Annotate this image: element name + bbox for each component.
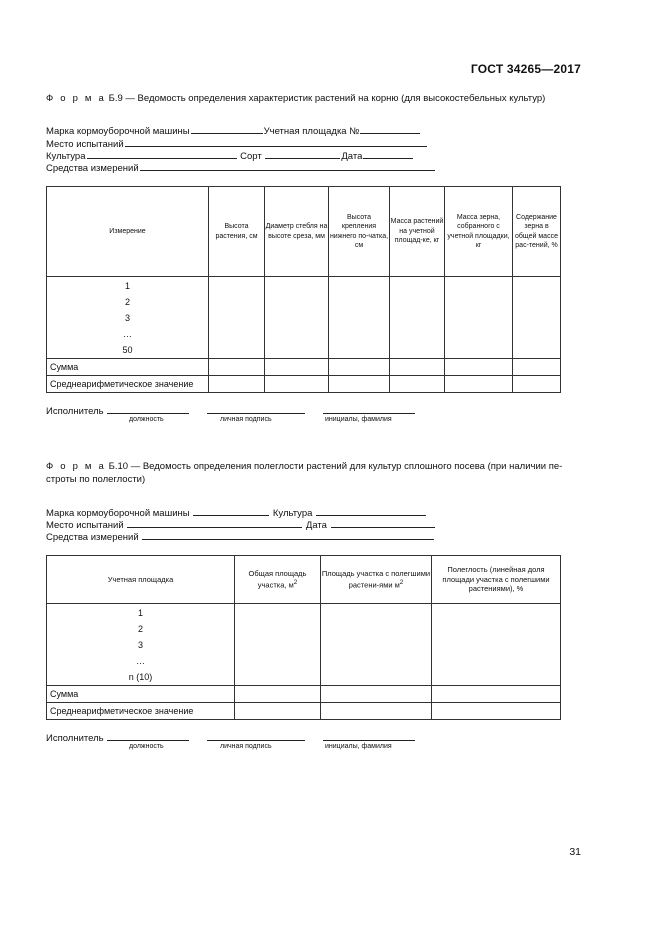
row-number: 1 xyxy=(124,281,130,291)
cell[interactable] xyxy=(329,359,390,376)
machine-label: Марка кормоуборочной машины xyxy=(46,508,190,519)
variety-field[interactable] xyxy=(265,149,340,159)
means-field[interactable] xyxy=(140,161,435,171)
cell[interactable] xyxy=(321,604,432,686)
col-header: Масса растений на учетной площад-ке, кг xyxy=(390,187,445,277)
sum-row xyxy=(47,359,561,376)
crop-label: Культура xyxy=(46,151,86,162)
cell[interactable] xyxy=(513,277,561,359)
cell[interactable] xyxy=(265,359,329,376)
date-field[interactable] xyxy=(331,518,435,528)
cell[interactable] xyxy=(329,376,390,393)
row-number: 2 xyxy=(137,624,143,634)
position-caption: должность xyxy=(129,743,164,750)
cell[interactable] xyxy=(445,277,513,359)
row-number: 2 xyxy=(124,297,130,307)
sum-label: Сумма xyxy=(47,359,209,376)
machine-plot-line xyxy=(46,124,421,137)
cell[interactable] xyxy=(265,277,329,359)
cell[interactable] xyxy=(432,604,561,686)
form-b9-title xyxy=(46,92,545,105)
means-label: Средства измерений xyxy=(46,532,139,543)
col-header-text: Общая площадь участка, м xyxy=(248,568,307,590)
means-line xyxy=(46,530,435,543)
col-header xyxy=(321,556,432,604)
executor-label: Исполнитель xyxy=(46,406,104,417)
cell[interactable] xyxy=(235,604,321,686)
sum-row xyxy=(47,686,561,703)
form-b10-title-text: Б.10 — Ведомость определения полеглости растений для культур сплошного посева (при наличии пе- xyxy=(105,461,563,472)
cell[interactable] xyxy=(513,376,561,393)
means-field[interactable] xyxy=(142,530,434,540)
signature-field[interactable] xyxy=(207,731,305,741)
form-b9-title-text: Б.9 — Ведомость определения характеристик растений на корню (для высокостебельных культур) xyxy=(105,93,546,104)
mean-row xyxy=(47,703,561,720)
col-header: Диаметр стебля на высоте среза, мм xyxy=(265,187,329,277)
table-row xyxy=(47,604,561,686)
form-b10-title-line2: строты по полеглости) xyxy=(46,474,146,485)
form-b10-table xyxy=(46,555,561,720)
form-b9-table xyxy=(46,186,561,393)
machine-label: Марка кормоуборочной машины xyxy=(46,126,190,137)
table-header-row xyxy=(47,556,561,604)
col-header xyxy=(235,556,321,604)
cell[interactable] xyxy=(390,376,445,393)
signature-field[interactable] xyxy=(207,404,305,414)
sum-label: Сумма xyxy=(47,686,235,703)
plot-field[interactable] xyxy=(360,124,420,134)
mean-row xyxy=(47,376,561,393)
name-caption: инициалы, фамилия xyxy=(325,416,392,423)
position-caption: должность xyxy=(129,416,164,423)
col-header: Высота крепления нижнего по-чатка, см xyxy=(329,187,390,277)
cell[interactable] xyxy=(265,376,329,393)
measurement-list xyxy=(47,277,209,359)
cell[interactable] xyxy=(235,686,321,703)
document-code: ГОСТ 34265—2017 xyxy=(470,62,581,76)
name-field[interactable] xyxy=(323,404,415,414)
variety-label: Сорт xyxy=(240,151,262,162)
means-label: Средства измерений xyxy=(46,163,139,174)
site-field[interactable] xyxy=(127,518,302,528)
table-row xyxy=(47,277,561,359)
col-header: Высота растения, см xyxy=(209,187,265,277)
name-field[interactable] xyxy=(323,731,415,741)
position-field[interactable] xyxy=(107,731,189,741)
cell[interactable] xyxy=(513,359,561,376)
site-label: Место испытаний xyxy=(46,139,124,150)
crop-field[interactable] xyxy=(87,149,237,159)
page-number: 31 xyxy=(569,846,581,858)
col-header: Измерение xyxy=(47,187,209,277)
signature-caption: личная подпись xyxy=(220,743,272,750)
crop-label: Культура xyxy=(272,508,313,519)
cell[interactable] xyxy=(432,703,561,720)
row-number: 1 xyxy=(137,608,143,618)
machine-field[interactable] xyxy=(193,506,269,516)
cell[interactable] xyxy=(235,703,321,720)
cell[interactable] xyxy=(321,686,432,703)
form-word: Ф о р м а xyxy=(46,93,106,104)
position-field[interactable] xyxy=(107,404,189,414)
row-number: … xyxy=(123,329,132,339)
cell[interactable] xyxy=(209,277,265,359)
cell[interactable] xyxy=(432,686,561,703)
row-number: 3 xyxy=(124,313,130,323)
row-number: n (10) xyxy=(128,672,153,682)
table-header-row xyxy=(47,187,561,277)
machine-field[interactable] xyxy=(191,124,263,134)
plot-list xyxy=(47,604,235,686)
cell[interactable] xyxy=(329,277,390,359)
name-caption: инициалы, фамилия xyxy=(325,743,392,750)
site-field[interactable] xyxy=(125,137,427,147)
col-header: Полеглость (линейная доля площади участка с полегшими растениями), % xyxy=(432,556,561,604)
col-header: Содержание зерна в общей массе рас-тений, % xyxy=(513,187,561,277)
date-label: Дата xyxy=(341,151,363,162)
executor-label: Исполнитель xyxy=(46,733,104,744)
mean-label: Среднеарифметическое значение xyxy=(47,703,235,720)
plot-label: Учетная площадка № xyxy=(263,126,360,137)
cell[interactable] xyxy=(445,359,513,376)
cell[interactable] xyxy=(209,359,265,376)
date-label: Дата xyxy=(305,520,327,531)
superscript: 2 xyxy=(399,579,404,587)
cell[interactable] xyxy=(321,703,432,720)
row-number: 3 xyxy=(137,640,143,650)
form-b10-title xyxy=(46,460,562,486)
mean-label: Среднеарифметическое значение xyxy=(47,376,209,393)
date-field[interactable] xyxy=(363,149,413,159)
col-header: Учетная площадка xyxy=(47,556,235,604)
cell[interactable] xyxy=(390,359,445,376)
form-word: Ф о р м а xyxy=(46,461,106,472)
superscript: 2 xyxy=(293,579,298,587)
col-header-text: Площадь участка с полегшими растени-ями м xyxy=(321,568,431,590)
signature-caption: личная подпись xyxy=(220,416,272,423)
site-label: Место испытаний xyxy=(46,520,124,531)
cell[interactable] xyxy=(209,376,265,393)
cell[interactable] xyxy=(445,376,513,393)
crop-field[interactable] xyxy=(316,506,426,516)
means-line xyxy=(46,161,436,174)
col-header: Масса зерна, собранного с учетной площадки, кг xyxy=(445,187,513,277)
row-number: 50 xyxy=(122,345,133,355)
cell[interactable] xyxy=(390,277,445,359)
row-number: … xyxy=(136,656,145,666)
